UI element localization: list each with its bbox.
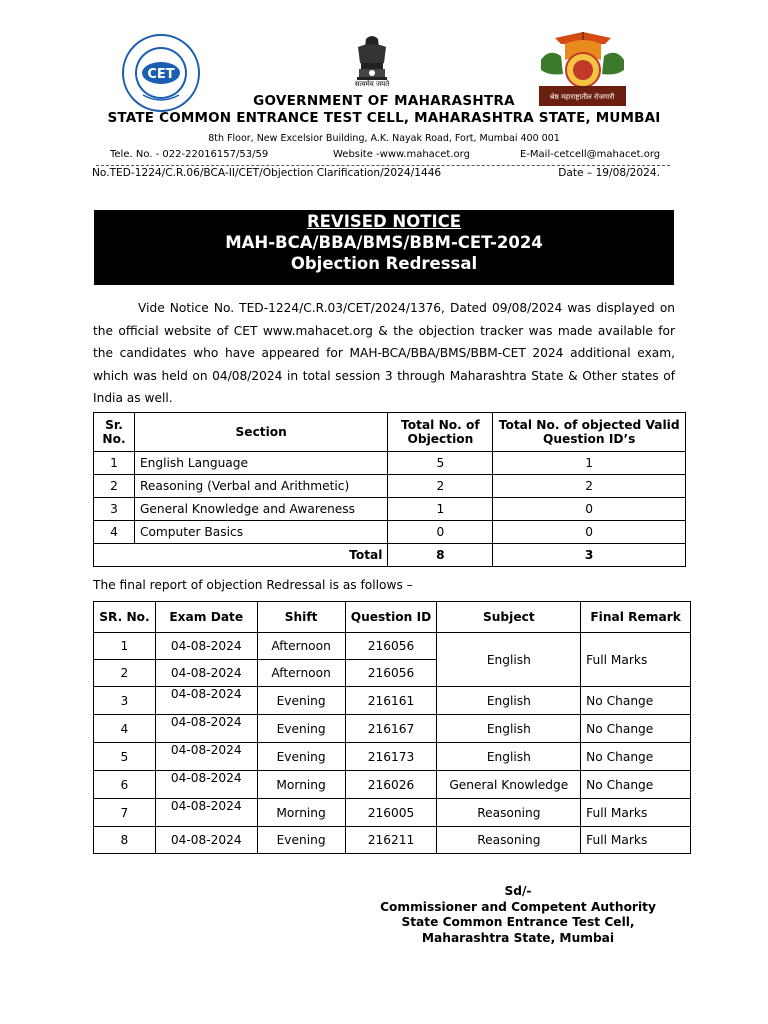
cell-shift: Evening	[257, 827, 345, 854]
col-section: Section	[134, 413, 387, 452]
table-row	[94, 521, 686, 544]
col-subject: Subject	[437, 602, 581, 633]
reference-line	[92, 167, 672, 179]
cell-remark: No Change	[581, 771, 691, 799]
cell-subject: English	[437, 687, 581, 715]
cell-qid: 216167	[345, 715, 437, 743]
cell-sr: 3	[94, 498, 135, 521]
banner-title: REVISED NOTICE	[306, 212, 462, 231]
cell-sr: 1	[94, 452, 135, 475]
col-sr: SR. No.	[94, 602, 156, 633]
cell-qid: 216173	[345, 743, 437, 771]
total-label: Total	[94, 544, 388, 567]
col-sr: Sr. No.	[94, 413, 135, 452]
cell-qid: 216056	[345, 660, 437, 687]
cell-objections: 5	[388, 452, 493, 475]
address: 8th Floor, New Excelsior Building, A.K. Nayak Road, Fort, Mumbai 400 001	[208, 133, 560, 144]
cell-sr: 2	[94, 660, 156, 687]
final-report-table	[93, 601, 691, 854]
cell-subject: Reasoning	[437, 799, 581, 827]
banner-exam: MAH-BCA/BBA/BMS/BBM-CET-2024	[225, 233, 543, 252]
cell-valid: 0	[493, 498, 686, 521]
cell-remark: No Change	[581, 743, 691, 771]
cell-objections: 1	[388, 498, 493, 521]
cell-date: 04-08-2024	[155, 827, 257, 854]
cell-subject: General Knowledge	[437, 771, 581, 799]
cell-qid: 216211	[345, 827, 437, 854]
cell-sr: 5	[94, 743, 156, 771]
cell-sr: 7	[94, 799, 156, 827]
cell-shift: Morning	[257, 799, 345, 827]
cell-shift: Morning	[257, 771, 345, 799]
cell-date: 04-08-2024	[155, 743, 257, 771]
table-row	[94, 452, 686, 475]
cell-date: 04-08-2024	[155, 771, 257, 799]
signature-block	[368, 884, 668, 946]
cell-remark: Full Marks	[581, 827, 691, 854]
cell-subject: Reasoning	[437, 827, 581, 854]
cell-section: Computer Basics	[134, 521, 387, 544]
cell-shift: Evening	[257, 687, 345, 715]
total-valid: 3	[493, 544, 686, 567]
cell-sr: 3	[94, 687, 156, 715]
col-total-objection: Total No. of Objection	[388, 413, 493, 452]
cell-sr: 1	[94, 633, 156, 660]
table-row	[94, 743, 691, 771]
signature-sd: Sd/-	[504, 884, 532, 898]
cell-section: Reasoning (Verbal and Arithmetic)	[134, 475, 387, 498]
summary-table	[93, 412, 686, 567]
cell-subject: English	[437, 715, 581, 743]
cell-remark: No Change	[581, 687, 691, 715]
cell-sr: 6	[94, 771, 156, 799]
cell-section: English Language	[134, 452, 387, 475]
table-row	[94, 799, 691, 827]
reference-number: No.TED-1224/C.R.06/BCA-II/CET/Objection Clarification/2024/1446	[92, 167, 442, 179]
cell-title: STATE COMMON ENTRANCE TEST CELL, MAHARASHTRA STATE, MUMBAI	[107, 110, 661, 126]
cell-valid: 2	[493, 475, 686, 498]
col-question-id: Question ID	[345, 602, 437, 633]
total-objections: 8	[388, 544, 493, 567]
cell-sr: 2	[94, 475, 135, 498]
cell-date: 04-08-2024	[155, 633, 257, 660]
svg-text:CET: CET	[147, 67, 175, 82]
cell-remark: Full Marks	[581, 799, 691, 827]
signature-office: State Common Entrance Test Cell,	[401, 915, 635, 929]
website-link[interactable]: Website -www.mahacet.org	[333, 149, 470, 160]
col-final-remark: Final Remark	[581, 602, 691, 633]
cell-objections: 0	[388, 521, 493, 544]
table-row	[94, 687, 691, 715]
cell-shift: Afternoon	[257, 660, 345, 687]
notice-banner	[94, 210, 674, 285]
final-report-intro: The final report of objection Redressal is as follows –	[93, 578, 413, 592]
cell-valid: 1	[493, 452, 686, 475]
cell-qid: 216056	[345, 633, 437, 660]
cell-remark: No Change	[581, 715, 691, 743]
table-header-row	[94, 602, 691, 633]
cell-shift: Evening	[257, 743, 345, 771]
cell-valid: 0	[493, 521, 686, 544]
table-row	[94, 827, 691, 854]
table-row	[94, 498, 686, 521]
table-row	[94, 475, 686, 498]
maharashtra-logo-caption: श्रेष्ठ महाराष्ट्रातील रोजगारी	[541, 92, 623, 102]
cell-date: 04-08-2024	[155, 715, 257, 743]
cell-sr: 4	[94, 715, 156, 743]
col-shift: Shift	[257, 602, 345, 633]
notice-paragraph: Vide Notice No. TED-1224/C.R.03/CET/2024/1376, Dated 09/08/2024 was displayed on the official website of CET www.mahacet.org & the objection tracker was made available for the candidates who have appeared for MAH-BCA/BBA/BMS/BBM-CET 2024 additional exam, which was held on 04/08/2024 in total session 3 through Maharashtra State & Other states of India as well.	[93, 301, 675, 405]
cell-qid: 216005	[345, 799, 437, 827]
cell-qid: 216026	[345, 771, 437, 799]
cell-subject: English	[437, 743, 581, 771]
table-row	[94, 633, 691, 660]
government-title: GOVERNMENT OF MAHARASHTRA	[253, 93, 515, 109]
cell-subject: English	[437, 633, 581, 687]
reference-date: Date – 19/08/2024.	[558, 167, 660, 179]
banner-subtitle: Objection Redressal	[290, 254, 478, 273]
cell-date: 04-08-2024	[155, 687, 257, 715]
col-valid-ids: Total No. of objected Valid Question ID’s	[493, 413, 686, 452]
cell-qid: 216161	[345, 687, 437, 715]
cell-section: General Knowledge and Awareness	[134, 498, 387, 521]
cell-shift: Evening	[257, 715, 345, 743]
telephone: Tele. No. - 022-22016157/53/59	[110, 149, 269, 160]
cell-date: 04-08-2024	[155, 799, 257, 827]
table-header-row	[94, 413, 686, 452]
signature-location: Maharashtra State, Mumbai	[421, 930, 615, 945]
table-row	[94, 771, 691, 799]
cell-date: 04-08-2024	[155, 660, 257, 687]
cell-sr: 8	[94, 827, 156, 854]
cell-remark: Full Marks	[581, 633, 691, 687]
email-link[interactable]: E-Mail-cetcell@mahacet.org	[520, 149, 661, 160]
cell-sr: 4	[94, 521, 135, 544]
col-exam-date: Exam Date	[155, 602, 257, 633]
total-row	[94, 544, 686, 567]
cell-objections: 2	[388, 475, 493, 498]
header-divider	[96, 165, 670, 166]
cell-shift: Afternoon	[257, 633, 345, 660]
emblem-motto: सत्यमेव जयते	[354, 80, 390, 88]
signature-designation: Commissioner and Competent Authority	[380, 899, 656, 914]
table-row	[94, 715, 691, 743]
